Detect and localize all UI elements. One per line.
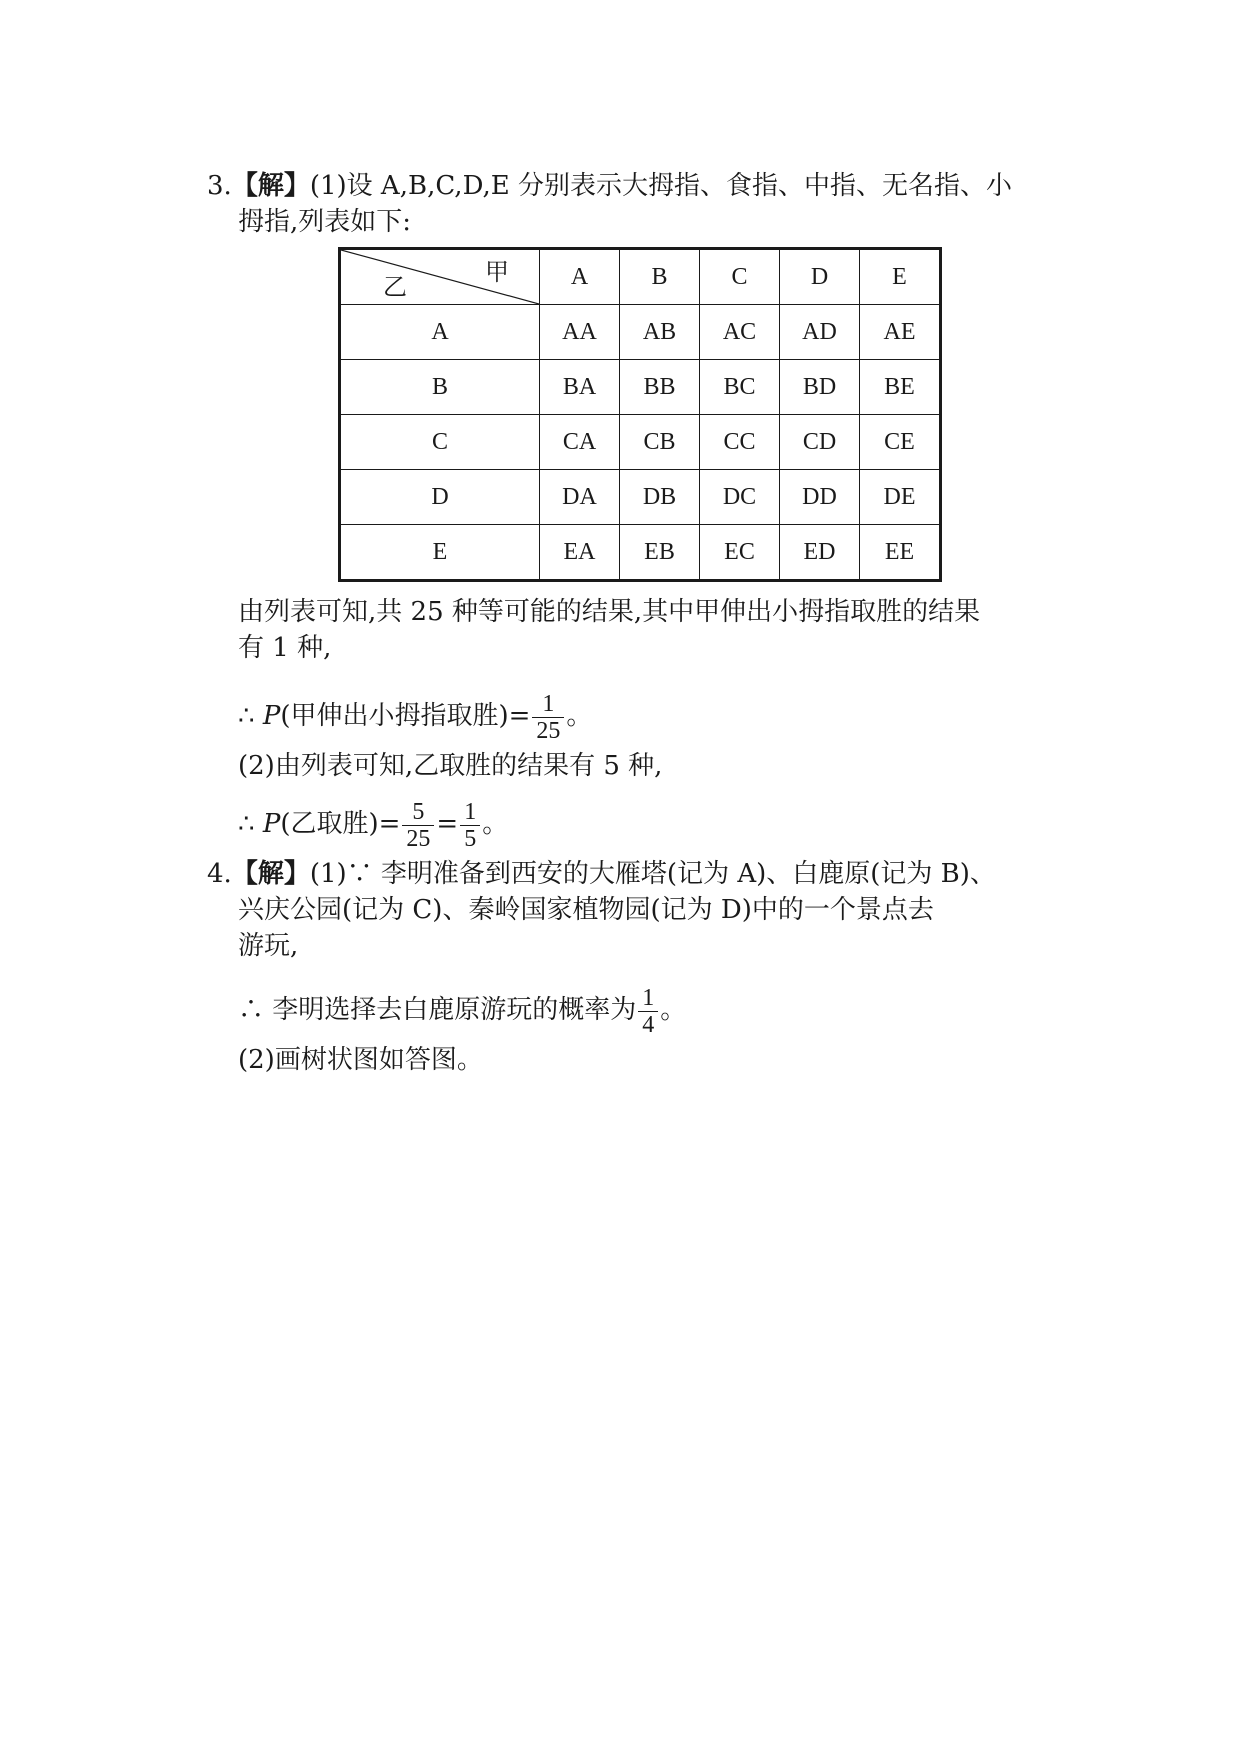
table-corner-cell [340, 249, 540, 305]
denominator: 25 [406, 825, 431, 852]
q3-part2: (2)由列表可知,乙取胜的结果有 5 种, [238, 751, 663, 781]
period: 。 [482, 809, 509, 839]
denominator: 5 [464, 825, 477, 852]
period: 。 [566, 701, 593, 731]
table-row [340, 525, 941, 581]
table-cell: EB [620, 525, 700, 581]
table-cell: AB [620, 305, 700, 360]
prob-p: P [262, 809, 281, 839]
col-header: A [540, 249, 620, 305]
table-cell: CC [700, 415, 780, 470]
col-header: B [620, 249, 700, 305]
table-cell: ED [780, 525, 860, 581]
col-header: D [780, 249, 860, 305]
table-header-row [340, 249, 941, 305]
q3-line1 [207, 168, 1012, 204]
fraction [460, 799, 480, 852]
q3-tag: 【解】 [231, 171, 310, 201]
q3-after2: 有 1 种, [238, 633, 332, 663]
row-header: E [340, 525, 540, 581]
table-cell: BC [700, 360, 780, 415]
table-cell: CA [540, 415, 620, 470]
table-cell: BE [860, 360, 941, 415]
col-header: C [700, 249, 780, 305]
table-cell: DE [860, 470, 941, 525]
table-cell: EE [860, 525, 941, 581]
period: 。 [660, 995, 687, 1025]
diagonal-line [341, 250, 539, 304]
row-header: A [340, 305, 540, 360]
prob-event: (甲伸出小拇指取胜)= [280, 701, 531, 731]
q4-line3: 游玩, [238, 931, 299, 961]
table-row [340, 470, 941, 525]
corner-top-label: 甲 [485, 258, 509, 286]
table-cell: AD [780, 305, 860, 360]
table-cell: CD [780, 415, 860, 470]
corner-bottom-label: 乙 [383, 273, 407, 301]
therefore-symbol: ∴ [238, 701, 263, 731]
q4-part2: (2)画树状图如答图。 [238, 1045, 483, 1075]
row-header: B [340, 360, 540, 415]
table-cell: BA [540, 360, 620, 415]
q3-text1: (1)设 A,B,C,D,E 分别表示大拇指、食指、中指、无名指、小 [309, 171, 1012, 201]
table-cell: CE [860, 415, 941, 470]
q3-prob2 [238, 796, 508, 852]
table-row [340, 415, 941, 470]
q4-text1: (1)∵ 李明准备到西安的大雁塔(记为 A)、白鹿原(记为 B)、 [309, 859, 996, 889]
prob-event: (乙取胜)= [280, 809, 401, 839]
table-cell: DA [540, 470, 620, 525]
q4-prob [238, 982, 686, 1038]
numerator: 5 [402, 799, 434, 826]
denominator: 25 [536, 717, 561, 744]
numerator: 1 [460, 799, 480, 826]
q4-prob-text: ∴ 李明选择去白鹿原游玩的概率为 [238, 995, 637, 1025]
numerator: 1 [638, 985, 658, 1012]
table-cell: EC [700, 525, 780, 581]
table-cell: CB [620, 415, 700, 470]
fraction [532, 691, 564, 744]
q3-number: 3. [207, 171, 232, 201]
outcome-table [338, 247, 942, 582]
row-header: C [340, 415, 540, 470]
q4-number: 4. [207, 859, 232, 889]
table-cell: DD [780, 470, 860, 525]
q3-after1: 由列表可知,共 25 种等可能的结果,其中甲伸出小拇指取胜的结果 [238, 597, 981, 627]
table-cell: BD [780, 360, 860, 415]
numerator: 1 [532, 691, 564, 718]
therefore-symbol: ∴ [238, 809, 263, 839]
fraction [638, 985, 658, 1038]
denominator: 4 [642, 1011, 655, 1038]
table-cell: AC [700, 305, 780, 360]
table-cell: DC [700, 470, 780, 525]
row-header: D [340, 470, 540, 525]
q4-tag: 【解】 [231, 859, 310, 889]
table-cell: AA [540, 305, 620, 360]
q3-line2: 拇指,列表如下: [238, 207, 412, 237]
fraction [402, 799, 434, 852]
table-row [340, 360, 941, 415]
prob-p: P [262, 701, 281, 731]
table-cell: AE [860, 305, 941, 360]
q4-line1 [207, 856, 996, 892]
table-cell: DB [620, 470, 700, 525]
table-cell: EA [540, 525, 620, 581]
col-header: E [860, 249, 941, 305]
q4-line2: 兴庆公园(记为 C)、秦岭国家植物园(记为 D)中的一个景点去 [238, 895, 934, 925]
equals-sign: = [436, 809, 459, 839]
table-cell: BB [620, 360, 700, 415]
q3-prob1 [238, 688, 592, 744]
table-row [340, 305, 941, 360]
